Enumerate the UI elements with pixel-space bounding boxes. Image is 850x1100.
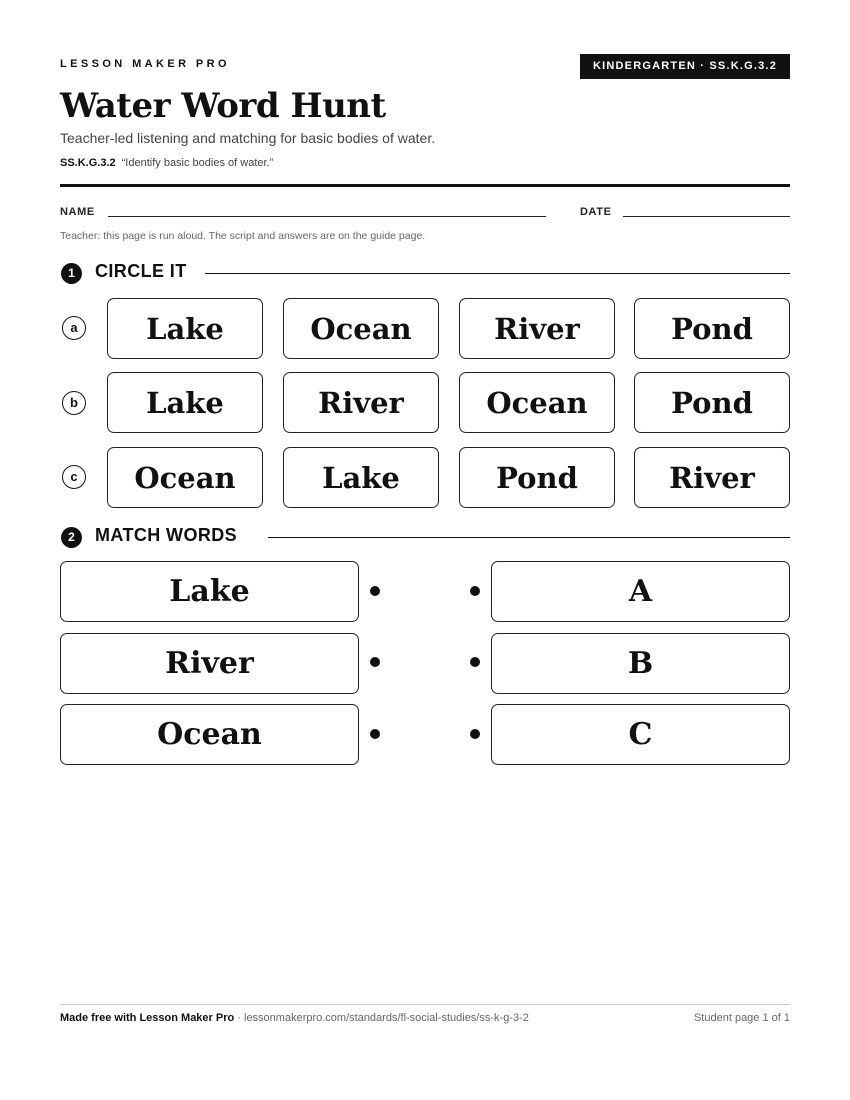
word-option-a3[interactable]: River bbox=[459, 298, 615, 359]
match-word-3[interactable]: Ocean bbox=[60, 704, 359, 765]
word-option-a4[interactable]: Pond bbox=[634, 298, 790, 359]
row-b-letter: b bbox=[62, 391, 86, 415]
page-subtitle: Teacher-led listening and matching for basic bodies of water. bbox=[60, 130, 436, 146]
match-dot-left-3[interactable] bbox=[370, 729, 380, 739]
word-option-c4[interactable]: River bbox=[634, 447, 790, 508]
word-option-c3[interactable]: Pond bbox=[459, 447, 615, 508]
word-option-b1[interactable]: Lake bbox=[107, 372, 263, 433]
footer-made-with: Made free with Lesson Maker Pro bbox=[60, 1012, 235, 1024]
match-dot-left-1[interactable] bbox=[370, 586, 380, 596]
word-option-a1[interactable]: Lake bbox=[107, 298, 263, 359]
footer-page-number: Student page 1 of 1 bbox=[693, 1012, 790, 1024]
brand-name: LESSON MAKER PRO bbox=[60, 58, 230, 70]
match-word-2[interactable]: River bbox=[60, 633, 359, 694]
grade-standard-badge: KINDERGARTEN · SS.K.G.3.2 bbox=[580, 54, 790, 79]
footer-divider bbox=[60, 1004, 790, 1005]
section-1-title: CIRCLE IT bbox=[95, 261, 187, 281]
word-option-a2[interactable]: Ocean bbox=[283, 298, 439, 359]
word-option-b4[interactable]: Pond bbox=[634, 372, 790, 433]
footer-credit bbox=[60, 1012, 529, 1024]
word-option-b2[interactable]: River bbox=[283, 372, 439, 433]
standard-code: SS.K.G.3.2 bbox=[60, 157, 116, 169]
match-dot-right-2[interactable] bbox=[470, 657, 480, 667]
section-1-number: 1 bbox=[61, 263, 82, 284]
word-option-b3[interactable]: Ocean bbox=[459, 372, 615, 433]
match-letter-2[interactable]: B bbox=[491, 633, 790, 694]
section-2-title: MATCH WORDS bbox=[95, 525, 238, 545]
section-2-rule bbox=[268, 537, 790, 538]
section-2-number: 2 bbox=[61, 527, 82, 548]
match-letter-3[interactable]: C bbox=[491, 704, 790, 765]
date-label: DATE bbox=[580, 206, 612, 218]
standard-line bbox=[60, 157, 273, 169]
word-option-c2[interactable]: Lake bbox=[283, 447, 439, 508]
page-title: Water Word Hunt bbox=[60, 86, 386, 126]
match-dot-left-2[interactable] bbox=[370, 657, 380, 667]
row-a-letter: a bbox=[62, 316, 86, 340]
header-divider bbox=[60, 184, 790, 187]
match-dot-right-3[interactable] bbox=[470, 729, 480, 739]
match-dot-right-1[interactable] bbox=[470, 586, 480, 596]
name-field[interactable] bbox=[108, 216, 546, 217]
standard-text: “Identify basic bodies of water.” bbox=[121, 157, 274, 169]
word-option-c1[interactable]: Ocean bbox=[107, 447, 263, 508]
match-word-1[interactable]: Lake bbox=[60, 561, 359, 622]
footer-url[interactable]: · lessonmakerpro.com/standards/fl-social-studies/ss-k-g-3-2 bbox=[234, 1012, 529, 1024]
match-letter-1[interactable]: A bbox=[491, 561, 790, 622]
date-field[interactable] bbox=[623, 216, 790, 217]
teacher-note: Teacher: this page is run aloud. The script and answers are on the guide page. bbox=[60, 230, 426, 242]
name-label: NAME bbox=[60, 206, 95, 218]
row-c-letter: c bbox=[62, 465, 86, 489]
section-1-rule bbox=[205, 273, 790, 274]
